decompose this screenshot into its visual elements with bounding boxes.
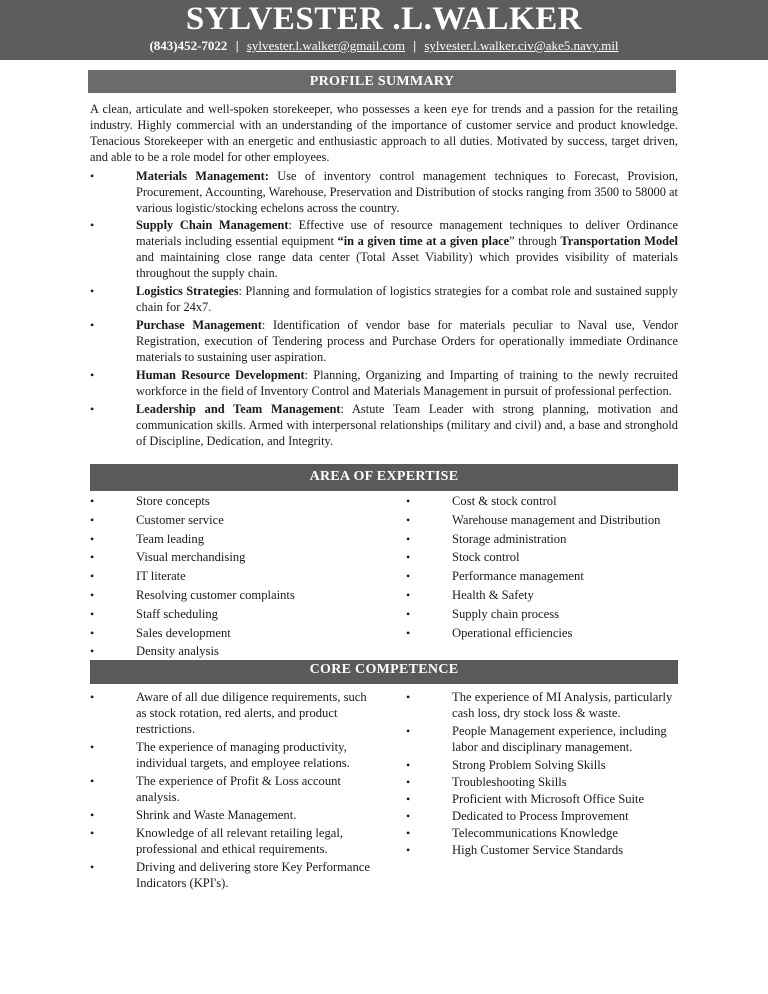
profile-item-label: Materials Management: (136, 169, 269, 183)
expertise-item-text: Storage administration (452, 531, 567, 546)
email-link-navy[interactable]: sylvester.l.walker.civ@ake5.navy.mil (424, 38, 619, 53)
core-item (90, 689, 380, 737)
core-item-text: Strong Problem Solving Skills (452, 758, 606, 772)
bullet-icon: • (90, 606, 95, 621)
expertise-item (406, 511, 686, 530)
bullet-icon: • (90, 774, 95, 788)
bullet-icon: • (90, 284, 95, 298)
profile-item-label: Purchase Management (136, 318, 262, 332)
expertise-item-text: Sales development (136, 625, 231, 640)
core-item (406, 825, 682, 841)
profile-item-text: : Identification of vendor base for materials peculiar to Naval use, Vendor Registration, execution of Tendering process and Purchase Orders for operationally immediate Ordinance materials to sustaining user aspiration. (136, 318, 678, 364)
expertise-item (406, 586, 686, 605)
core-item-text: The experience of Profit & Loss account analysis. (136, 774, 341, 804)
profile-item-text: : Astute Team Leader with strong planning, motivation and communication skills. Armed with interpersonal relationships (military and civil) and, a base and stronghold of Discipline, Dedication, and Integrity. (136, 402, 678, 448)
core-item (406, 723, 682, 755)
profile-item-label: Supply Chain Management (136, 218, 289, 232)
core-item (406, 791, 682, 807)
bullet-icon: • (90, 368, 95, 382)
core-item-text: High Customer Service Standards (452, 843, 624, 857)
bullet-icon: • (90, 808, 95, 822)
profile-item (90, 168, 678, 216)
expertise-list-left (90, 492, 400, 661)
core-item (90, 859, 380, 891)
bullet-icon: • (90, 494, 95, 508)
expertise-item (406, 530, 686, 549)
expertise-item-text: Warehouse management and Distribution (452, 512, 661, 527)
core-item (406, 808, 682, 824)
bullet-icon: • (90, 826, 95, 840)
bullet-icon: • (90, 644, 95, 659)
bullet-icon: • (90, 402, 95, 416)
core-item (90, 807, 380, 823)
core-list-right (406, 689, 682, 859)
bullet-icon: • (90, 860, 95, 874)
core-item-text: Troubleshooting Skills (452, 775, 567, 789)
profile-item (90, 401, 678, 449)
email-link-personal[interactable]: sylvester.l.walker@gmail.com (246, 38, 405, 53)
bullet-icon: • (90, 569, 95, 584)
expertise-item (90, 624, 400, 643)
bullet-icon: • (406, 809, 411, 823)
profile-item-text: Use of inventory control management techniques to Forecast, Provision, Procurement, Accounting, Warehouse, Preservation and Distribution of stocks ranging from 3500 to 58000 at various logistic/stocking echelons across the country. (136, 169, 678, 215)
bullet-icon: • (90, 512, 95, 527)
core-item-text: Proficient with Microsoft Office Suite (452, 792, 645, 806)
contact-line (0, 38, 768, 54)
profile-item-label: Leadership and Team Management (136, 402, 341, 416)
core-item (90, 739, 380, 771)
expertise-item (90, 642, 400, 661)
expertise-list-right (406, 492, 686, 642)
core-item-text: The experience of managing productivity, individual targets, and employee relations. (136, 740, 350, 770)
bullet-icon: • (406, 690, 411, 704)
profile-item-text: : Planning and formulation of logistics strategies for a combat role and sustained supply chain for 24x7. (136, 284, 678, 314)
section-header-core: CORE COMPETENCE (90, 660, 678, 684)
contact-separator: | (413, 38, 417, 53)
expertise-item-text: Cost & stock control (452, 494, 557, 508)
expertise-item (90, 567, 400, 586)
core-item (90, 825, 380, 857)
core-item-text: Shrink and Waste Management. (136, 808, 297, 822)
bullet-icon: • (406, 758, 411, 772)
expertise-item-text: Density analysis (136, 644, 219, 659)
expertise-item (406, 548, 686, 567)
expertise-item (406, 624, 686, 643)
expertise-item-text: Performance management (452, 569, 584, 584)
bullet-icon: • (90, 625, 95, 640)
expertise-item-text: Health & Safety (452, 587, 534, 602)
core-item (406, 774, 682, 790)
section-header-profile: PROFILE SUMMARY (88, 70, 676, 93)
bullet-icon: • (90, 690, 95, 704)
expertise-item (90, 605, 400, 624)
core-item (90, 773, 380, 805)
resume-header (0, 0, 768, 60)
profile-item-emphasis: Transportation Model (560, 234, 678, 248)
bullet-icon: • (406, 724, 411, 738)
expertise-item (406, 567, 686, 586)
expertise-item-text: Resolving customer complaints (136, 587, 295, 602)
expertise-item-text: Store concepts (136, 494, 210, 508)
candidate-name: SYLVESTER .L.WALKER (185, 1, 583, 37)
expertise-item-text: Operational efficiencies (452, 625, 573, 640)
expertise-item (90, 492, 400, 511)
core-item-text: People Management experience, including labor and disciplinary management. (452, 724, 667, 754)
bullet-icon: • (406, 569, 411, 584)
phone-number: (843)452-7022 (149, 38, 228, 53)
bullet-icon: • (406, 775, 411, 789)
core-item (406, 757, 682, 773)
core-item-text: The experience of MI Analysis, particularly cash loss, dry stock loss & waste. (452, 690, 673, 720)
expertise-item (90, 586, 400, 605)
expertise-item (90, 511, 400, 530)
profile-item (90, 283, 678, 315)
bullet-icon: • (406, 494, 411, 508)
profile-item-text: ” through (509, 234, 561, 248)
profile-item (90, 367, 678, 399)
bullet-icon: • (90, 550, 95, 565)
contact-separator: | (235, 38, 239, 53)
expertise-item (406, 605, 686, 624)
expertise-item (90, 548, 400, 567)
bullet-icon: • (406, 587, 411, 602)
profile-list (90, 168, 678, 449)
expertise-item-text: Stock control (452, 550, 520, 565)
core-item-text: Aware of all due diligence requirements, such as stock rotation, red alerts, and product restrictions. (136, 690, 367, 736)
core-item (406, 689, 682, 721)
core-item-text: Knowledge of all relevant retailing legal, professional and ethical requirements. (136, 826, 344, 856)
expertise-item (406, 492, 686, 511)
profile-item (90, 317, 678, 365)
expertise-item-text: Customer service (136, 512, 224, 527)
bullet-icon: • (90, 169, 95, 183)
bullet-icon: • (406, 792, 411, 806)
profile-item-emphasis: “in a given time at a given place (337, 234, 510, 248)
bullet-icon: • (406, 550, 411, 565)
expertise-item-text: Supply chain process (452, 606, 560, 621)
expertise-item-text: IT literate (136, 569, 186, 584)
expertise-item-text: Visual merchandising (136, 550, 246, 565)
profile-intro: A clean, articulate and well-spoken storekeeper, who possesses a keen eye for trends and a passion for the retailing industry. Highly commercial with an understanding of the importance of customer service and product knowledge. Tenacious Storekeeper with an energetic and enthusiastic approach to all duties. Motivated by success, target driven, and able to be a role model for other employees. (90, 102, 678, 164)
core-list-left (90, 689, 380, 893)
bullet-icon: • (406, 826, 411, 840)
bullet-icon: • (90, 587, 95, 602)
profile-item-label: Logistics Strategies (136, 284, 239, 298)
profile-item-text: : Effective use of resource management techniques to deliver Ordinance materials including essential equipment (136, 218, 679, 248)
expertise-item (90, 530, 400, 549)
bullet-icon: • (406, 843, 411, 857)
bullet-icon: • (90, 218, 95, 232)
profile-item-label: Human Resource Development (136, 368, 305, 382)
bullet-icon: • (90, 531, 95, 546)
core-item-text: Telecommunications Knowledge (452, 826, 618, 840)
profile-item (90, 217, 678, 281)
bullet-icon: • (406, 531, 411, 546)
profile-item-text: : Planning, Organizing and Imparting of training to the newly recruited workforce in the field of Inventory Control and Materials Management in pursuit of professional perfection. (136, 368, 678, 398)
core-item-text: Driving and delivering store Key Performance Indicators (KPI's). (136, 860, 370, 890)
expertise-item-text: Team leading (136, 531, 205, 546)
bullet-icon: • (406, 512, 411, 527)
profile-item-text: and maintaining close range data center (Total Asset Viability) which provides visibility of materials throughout the supply chain. (136, 250, 678, 280)
section-header-expertise: AREA OF EXPERTISE (90, 464, 678, 491)
bullet-icon: • (90, 740, 95, 754)
core-item-text: Dedicated to Process Improvement (452, 809, 629, 823)
bullet-icon: • (406, 625, 411, 640)
bullet-icon: • (90, 318, 95, 332)
expertise-item-text: Staff scheduling (136, 606, 218, 621)
bullet-icon: • (406, 606, 411, 621)
core-item (406, 842, 682, 858)
